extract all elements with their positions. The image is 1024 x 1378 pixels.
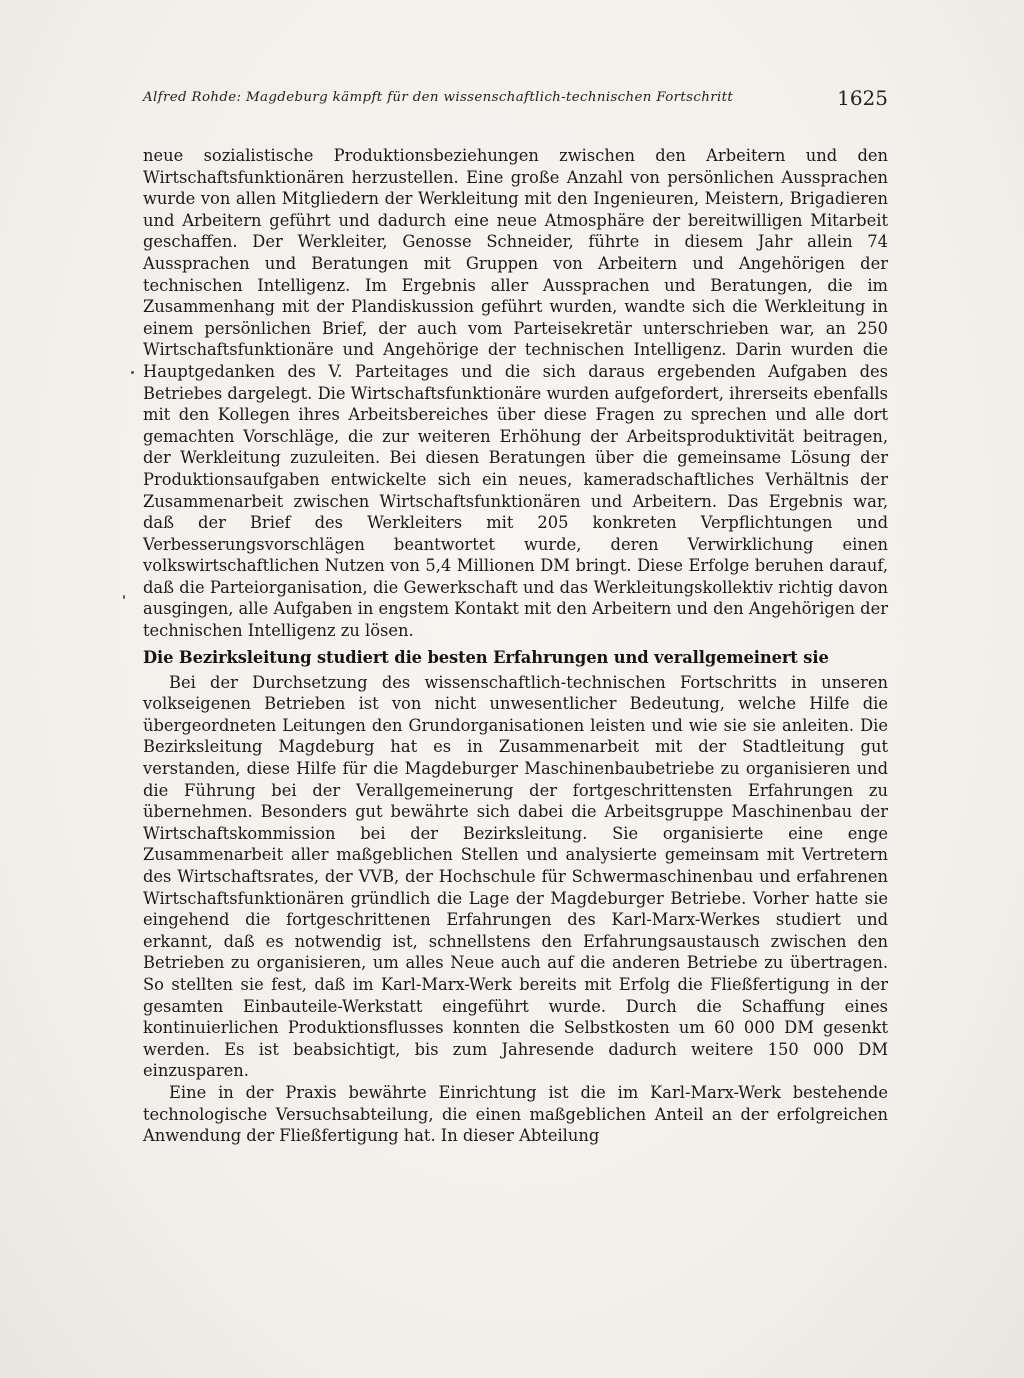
running-head [143,86,888,116]
scan-speck [131,371,134,374]
section-heading: Die Bezirksleitung studiert die besten Erfahrungen und verallgemeinert sie [143,647,829,667]
body-paragraph: Bei der Durchsetzung des wissenschaftlich-technischen Fortschritts in unseren volkseigenen Betrieben ist von nicht unwesentlicher Bedeutung, welche Hilfe die übergeordneten Leitungen den Grundorganisationen leisten und wie sie sie anleiten. Die Bezirksleitung Magdeburg hat es in Zusammenarbeit mit der Stadtleitung gut verstanden, diese Hilfe für die Magdeburger Maschinenbaubetriebe zu organisieren und die Führung bei der Verallgemeinerung der fortgeschrittensten Erfahrungen zu übernehmen. Besonders gut bewährte sich dabei die Arbeitsgruppe Maschinenbau der Wirtschaftskommission bei der Bezirksleitung. Sie organisierte eine enge Zusammenarbeit aller maßgeblichen Stellen und analysierte gemeinsam mit Vertretern des Wirtschaftsrates, der VVB, der Hochschule für Schwermaschinenbau und erfahrenen Wirtschaftsfunktionären gründlich die Lage der Magdeburger Betriebe. Vorher hatte sie eingehend die fortgeschrittenen Erfahrungen des Karl-Marx-Werkes studiert und erkannt, daß es notwendig ist, schnellstens den Erfahrungsaustausch zwischen den Betrieben zu organisieren, um alles Neue auch auf die anderen Betriebe zu übertragen. So stellten sie fest, daß im Karl-Marx-Werk bereits mit Erfolg die Fließfertigung in der gesamten Einbauteile-Werkstatt eingeführt wurde. Durch die Schaffung eines kontinuierlichen Produktionsflusses konnten die Selbstkosten um 60 000 DM gesenkt werden. Es ist beabsichtigt, bis zum Jahresende dadurch weitere 150 000 DM einzusparen. [143,672,888,1081]
body-paragraph: neue sozialistische Produktionsbeziehungen zwischen den Arbeitern und den Wirtschaftsfunktionären herzustellen. Eine große Anzahl von persönlichen Aussprachen wurde von allen Mitgliedern der Werkleitung mit den Ingenieuren, Meistern, Brigadieren und Arbeitern geführt und dadurch eine neue Atmosphäre der bereitwilligen Mitarbeit geschaffen. Der Werkleiter, Genosse Schneider, führte in diesem Jahr allein 74 Aussprachen und Beratungen mit Gruppen von Arbeitern und Angehörigen der technischen Intelligenz. Im Ergebnis aller Aussprachen und Beratungen, die im Zusammenhang mit der Plandiskussion geführt wurden, wandte sich die Werkleitung in einem persönlichen Brief, der auch vom Parteisekretär unterschrieben war, an 250 Wirtschaftsfunktionäre und Angehörige der technischen Intelligenz. Darin wurden die Hauptgedanken des V. Parteitages und die sich daraus ergebenden Aufgaben des Betriebes dargelegt. Die Wirtschaftsfunktionäre wurden aufgefordert, ihrerseits ebenfalls mit den Kollegen ihres Arbeitsbereiches über diese Fragen zu sprechen und alle dort gemachten Vorschläge, die zur weiteren Erhöhung der Arbeitsproduktivität beitragen, der Werkleitung zuzuleiten. Bei diesen Beratungen über die gemeinsame Lösung der Produktionsaufgaben entwickelte sich ein neues, kameradschaftliches Verhältnis der Zusammenarbeit zwischen Wirtschaftsfunktionären und Arbeitern. Das Ergebnis war, daß der Brief des Werkleiters mit 205 konkreten Verpflichtungen und Verbesserungsvorschlägen beantwortet wurde, deren Verwirklichung einen volkswirtschaftlichen Nutzen von 5,4 Millionen DM bringt. Diese Erfolge beruhen darauf, daß die Parteiorganisation, die Gewerkschaft und das Werkleitungskollektiv richtig davon ausgingen, alle Aufgaben in engstem Kontakt mit den Arbeitern und den Angehörigen der technischen Intelligenz zu lösen. [143,146,888,641]
running-title: Alfred Rohde: Magdeburg kämpft für den wissenschaftlich-technischen Fortschritt [143,90,734,105]
body-paragraph: Eine in der Praxis bewährte Einrichtung ist die im Karl-Marx-Werk bestehende technologische Versuchsabteilung, die einen maßgeblichen Anteil an der erfolgreichen Anwendung der Fließfertigung hat. In dieser Abteilung [143,1082,888,1146]
scan-speck [123,595,125,599]
article-body [143,145,888,1147]
page-number: 1625 [837,86,888,110]
